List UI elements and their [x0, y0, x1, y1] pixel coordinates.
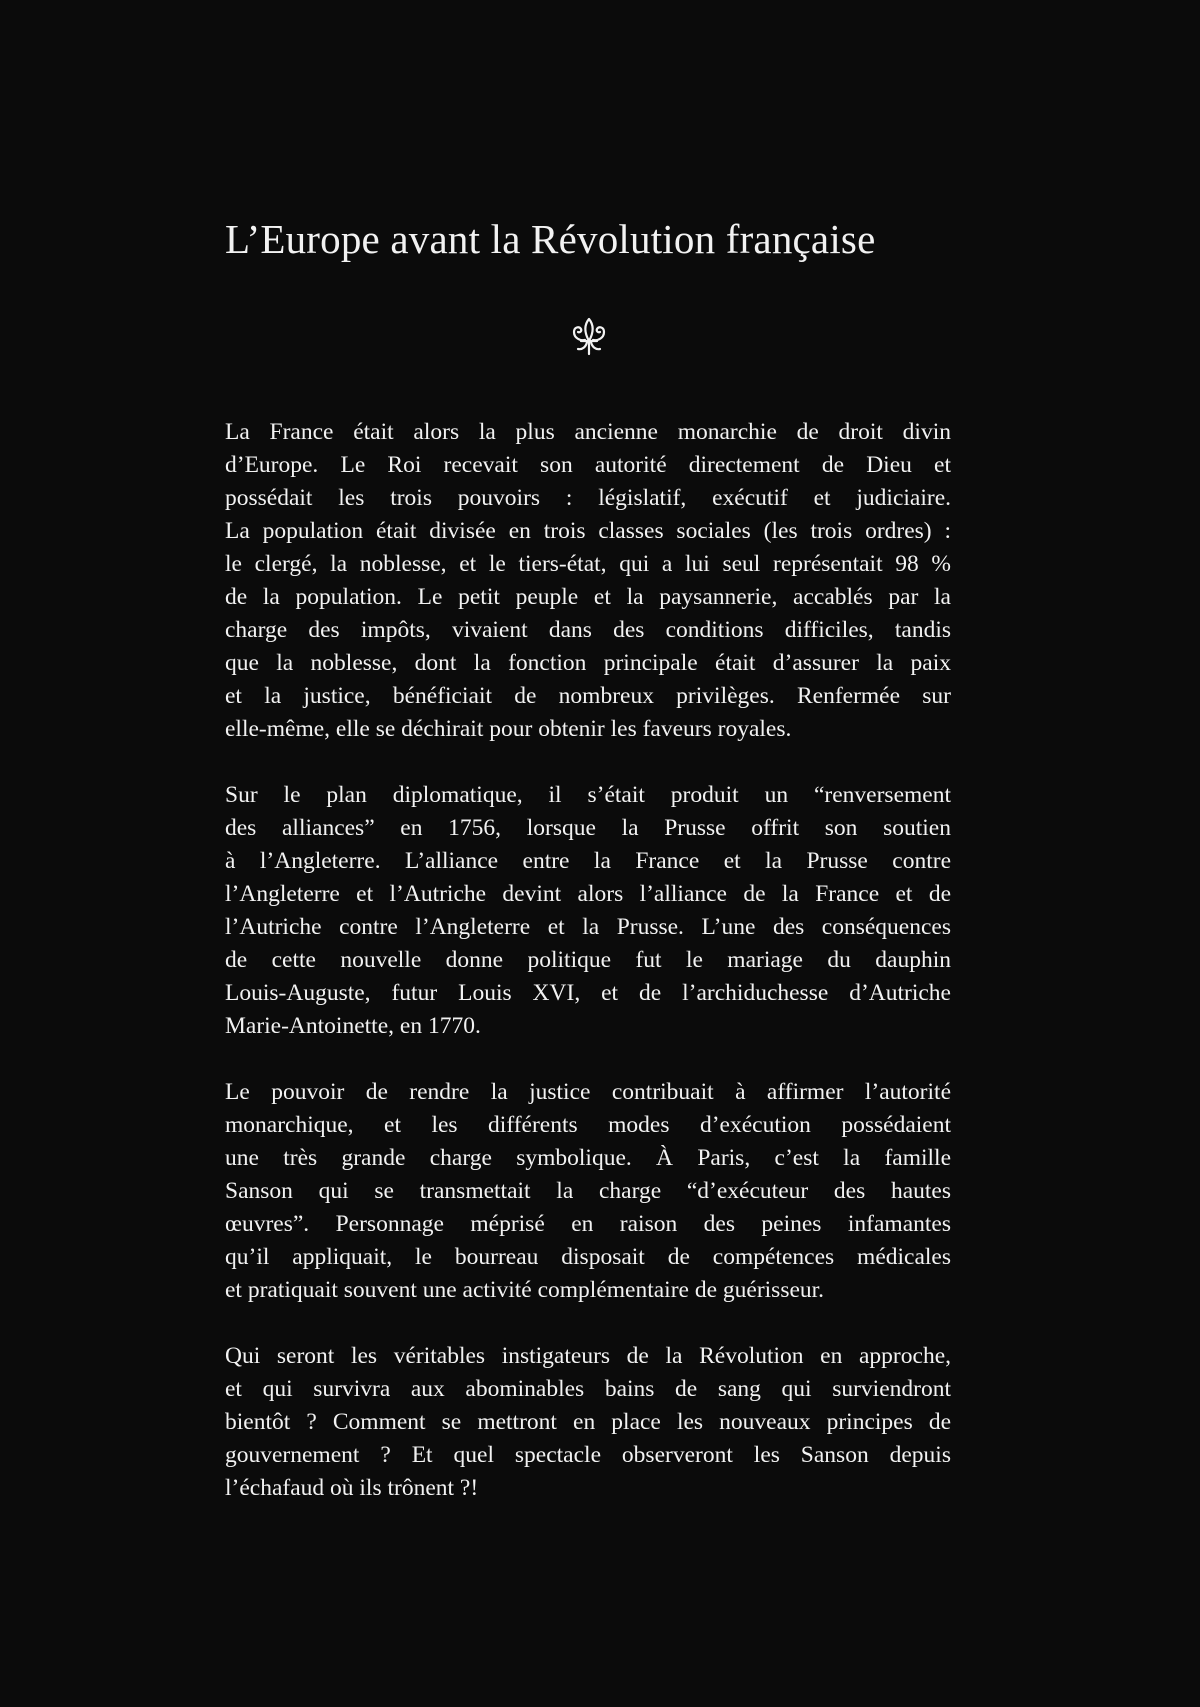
paragraph	[225, 1340, 951, 1505]
text-line: des alliances” en 1756, lorsque la Prusse offrit son soutien	[225, 815, 951, 841]
text-line: La population était divisée en trois classes sociales (les trois ordres) :	[225, 518, 951, 544]
text-line: monarchique, et les différents modes d’exécution possédaient	[225, 1112, 951, 1138]
paragraph	[225, 779, 951, 1043]
text-line: qu’il appliquait, le bourreau disposait de compétences médicales	[225, 1244, 951, 1270]
text-line: de cette nouvelle donne politique fut le mariage du dauphin	[225, 947, 951, 973]
body-text	[225, 416, 951, 1538]
text-line: œuvres”. Personnage méprisé en raison des peines infamantes	[225, 1211, 951, 1237]
text-line: La France était alors la plus ancienne monarchie de droit divin	[225, 419, 951, 445]
text-line: charge des impôts, vivaient dans des conditions difficiles, tandis	[225, 617, 951, 643]
text-line: et qui survivra aux abominables bains de sang qui surviendront	[225, 1376, 951, 1402]
text-line: l’Angleterre et l’Autriche devint alors l’alliance de la France et de	[225, 881, 951, 907]
paragraph	[225, 416, 951, 746]
text-line: Sur le plan diplomatique, il s’était produit un “renversement	[225, 782, 951, 808]
text-line: que la noblesse, dont la fonction principale était d’assurer la paix	[225, 650, 951, 676]
text-line: à l’Angleterre. L’alliance entre la France et la Prusse contre	[225, 848, 951, 874]
text-line: elle-même, elle se déchirait pour obtenir les faveurs royales.	[225, 716, 792, 742]
text-line: Marie-Antoinette, en 1770.	[225, 1013, 481, 1039]
fleur-de-lis-icon-graphic	[568, 316, 610, 358]
text-line: Sanson qui se transmettait la charge “d’exécuteur des hautes	[225, 1178, 951, 1204]
text-line: Louis-Auguste, futur Louis XVI, et de l’archiduchesse d’Autriche	[225, 980, 951, 1006]
text-line: bientôt ? Comment se mettront en place les nouveaux principes de	[225, 1409, 951, 1435]
text-line: l’échafaud où ils trônent ?!	[225, 1475, 479, 1501]
text-line: et la justice, bénéficiait de nombreux privilèges. Renfermée sur	[225, 683, 951, 709]
text-line: d’Europe. Le Roi recevait son autorité directement de Dieu et	[225, 452, 951, 478]
fleur-de-lis-icon	[568, 316, 610, 358]
text-line: l’Autriche contre l’Angleterre et la Prusse. L’une des conséquences	[225, 914, 951, 940]
paragraph	[225, 1076, 951, 1307]
text-line: possédait les trois pouvoirs : législatif, exécutif et judiciaire.	[225, 485, 951, 511]
text-line: de la population. Le petit peuple et la paysannerie, accablés par la	[225, 584, 951, 610]
text-line: Le pouvoir de rendre la justice contribuait à affirmer l’autorité	[225, 1079, 951, 1105]
text-line: Qui seront les véritables instigateurs de la Révolution en approche,	[225, 1343, 951, 1369]
text-line: une très grande charge symbolique. À Paris, c’est la famille	[225, 1145, 951, 1171]
text-line: et pratiquait souvent une activité complémentaire de guérisseur.	[225, 1277, 825, 1303]
text-line: gouvernement ? Et quel spectacle observeront les Sanson depuis	[225, 1442, 951, 1468]
text-line: le clergé, la noblesse, et le tiers-état, qui a lui seul représentait 98 %	[225, 551, 951, 577]
page-title: L’Europe avant la Révolution française	[225, 216, 876, 262]
